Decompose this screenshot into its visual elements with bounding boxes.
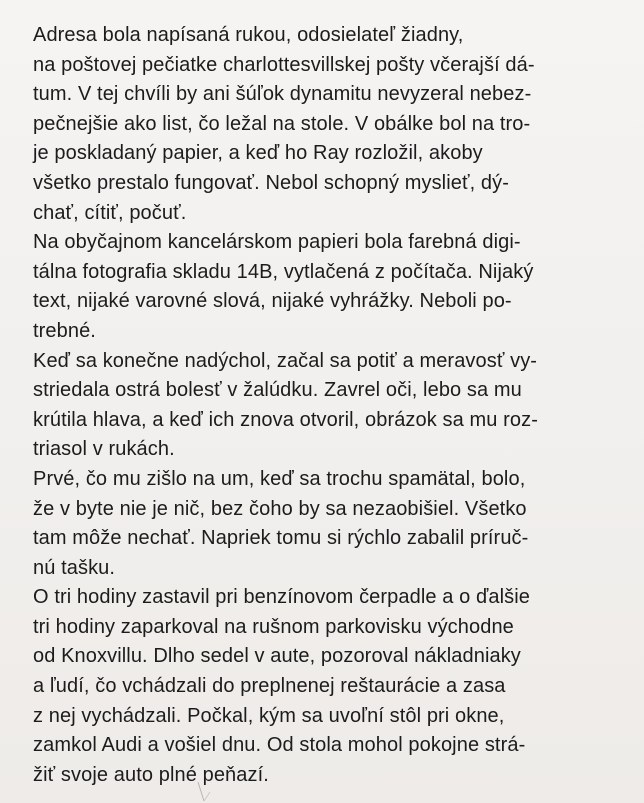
text-line: a ľudí, čo vchádzali do preplnenej reštaurácie a zasa [33, 675, 506, 698]
text-line: Na obyčajnom kancelárskom papieri bola farebná digi- [33, 231, 521, 254]
text-line: tri hodiny zaparkoval na rušnom parkovisku východne [33, 615, 514, 638]
text-line: Keď sa konečne nadýchol, začal sa potiť a meravosť vy- [33, 349, 538, 372]
text-line: na poštovej pečiatke charlottesvillskej pošty včerajší dá- [33, 53, 535, 76]
scan-artifact-mark [196, 782, 214, 803]
text-line: že v byte nie je nič, bez čoho by sa nezaobišiel. Všetko [33, 497, 527, 520]
text-line: zamkol Audi a vošiel dnu. Od stola mohol pokojne strá- [33, 734, 526, 757]
text-line: krútila hlava, a keď ich znova otvoril, obrázok sa mu roz- [33, 408, 538, 431]
text-line: z nej vychádzali. Počkal, kým sa uvoľní stôl pri okne, [33, 704, 505, 727]
text-line: tum. V tej chvíli by ani šúľok dynamitu nevyzeral nebez- [33, 83, 532, 106]
text-line: triasol v rukách. [33, 438, 175, 461]
text-line: tálna fotografia skladu 14B, vytlačená z počítača. Nijaký [33, 260, 534, 283]
text-line: od Knoxvillu. Dlho sedel v aute, pozoroval nákladniaky [33, 645, 521, 668]
text-line: Prvé, čo mu zišlo na um, keď sa trochu spamätal, bolo, [33, 467, 526, 490]
text-line: tam môže nechať. Napriek tomu si rýchlo zabalil príruč- [33, 527, 529, 550]
text-line: text, nijaké varovné slová, nijaké vyhrážky. Neboli po- [33, 290, 512, 313]
body-text [33, 21, 613, 790]
text-line: chať, cítiť, počuť. [33, 201, 187, 224]
text-line: trebné. [33, 319, 96, 342]
text-line: žiť svoje auto plné peňazí. [33, 763, 269, 786]
text-line: je poskladaný papier, a keď ho Ray rozložil, akoby [33, 142, 483, 165]
text-line: Adresa bola napísaná rukou, odosielateľ žiadny, [33, 24, 464, 46]
text-line: nú tašku. [33, 556, 116, 579]
text-line: pečnejšie ako list, čo ležal na stole. V obálke bol na tro- [33, 112, 531, 135]
text-line: všetko prestalo fungovať. Nebol schopný myslieť, dý- [33, 171, 509, 194]
text-line: O tri hodiny zastavil pri benzínovom čerpadle a o ďalšie [33, 586, 531, 609]
text-line: striedala ostrá bolesť v žalúdku. Zavrel oči, lebo sa mu [33, 379, 522, 402]
